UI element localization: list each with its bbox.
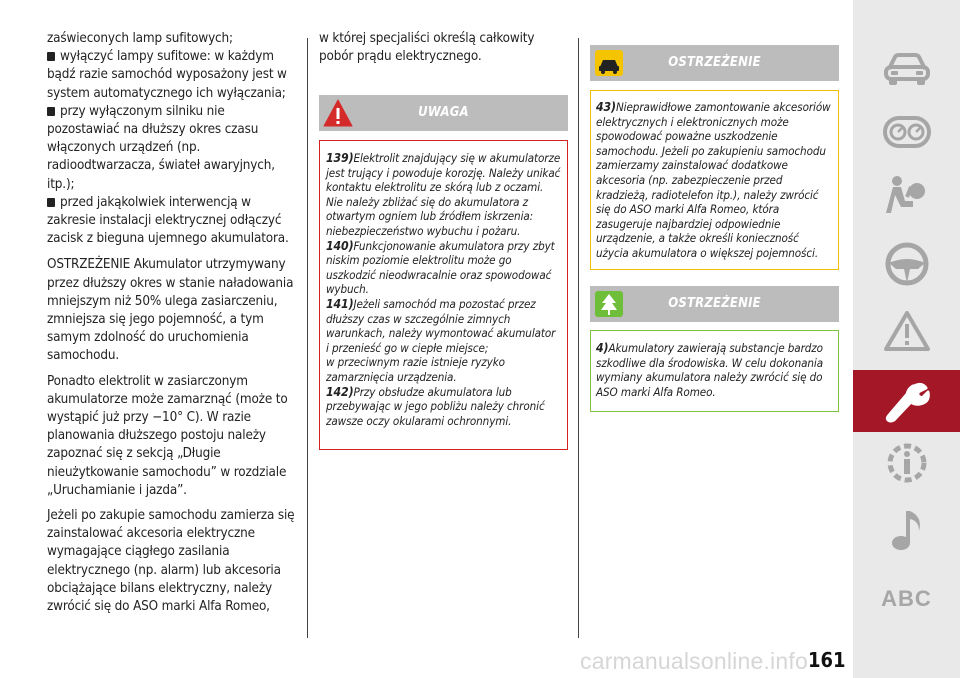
warning-item: 141)Jeżeli samochód ma pozostać przez dłuższy czas w szczególnie zimnych warunkach, należy wymontować akumulator i przenieść go w ciepłe miejsce; xyxy=(326,296,556,355)
uwaga-content xyxy=(320,141,567,428)
sidebar-item-warning[interactable] xyxy=(853,304,960,358)
ostrzezenie-header xyxy=(590,286,839,322)
text-line: zaświeconych lamp sufitowych; xyxy=(47,31,233,46)
warning-number: 43) xyxy=(596,100,616,114)
bullet-item xyxy=(47,194,297,249)
ostrzezenie-content xyxy=(591,331,838,399)
warning-text: Nieprawidłowe zamontowanie akcesoriów elektrycznych i elektronicznych może spowodować poważne uszkodzenie samochodu. Jeżeli po zakupieniu samochodu zamierzamy zainstalować dodatkowe akcesoria (np. zabezpieczenie przed kradzieżą, radiotelefon itp.), należy zwrócić się do ASO marki Alfa Romeo, która zasugeruje najbardziej odpowiednie urządzenie, a także określi konieczność użycia akumulatora o większej pojemności. xyxy=(596,100,831,260)
car-icon xyxy=(883,49,931,89)
sidebar-item-steering[interactable] xyxy=(853,237,960,291)
paragraph: OSTRZEŻENIE Akumulator utrzymywany przez dłuższy okres w stanie naładowania mniejszym niż 50% ulega zasiarczeniu, zmniejsza się jego pojemność, a tym samym zdolność do uruchomienia samochodu. xyxy=(47,257,294,364)
ostrzezenie-content xyxy=(591,91,838,261)
sidebar-item-airbag[interactable] xyxy=(853,170,960,224)
uwaga-box xyxy=(319,140,568,450)
info-icon xyxy=(884,440,930,486)
uwaga-header xyxy=(319,95,568,131)
sidebar-item-dashboard[interactable] xyxy=(853,105,960,159)
wrench-icon xyxy=(884,378,930,424)
sidebar-item-index[interactable] xyxy=(853,572,960,626)
checkbox-bullet-icon xyxy=(47,52,55,61)
column-1 xyxy=(47,30,297,623)
column-divider xyxy=(307,38,308,638)
uwaga-title: UWAGA xyxy=(418,105,469,120)
paragraph: Jeżeli po zakupie samochodu zamierza się zainstalować akcesoria elektryczne wymagające ciągłego zasilania elektrycznego (np. alarm) lub akcesoria obciążające bilans elektryczny, należy zwrócić się do ASO marki Alfa Romeo, xyxy=(47,508,295,615)
dashboard-icon xyxy=(883,114,931,150)
sidebar-item-multimedia[interactable] xyxy=(853,503,960,557)
column-divider xyxy=(578,38,579,638)
ostrzezenie-header xyxy=(590,45,839,81)
ostrzezenie-box xyxy=(590,90,839,270)
checkbox-bullet-icon xyxy=(47,107,55,116)
sidebar-item-car[interactable] xyxy=(853,42,960,96)
watermark: carmanualsonline.info xyxy=(580,648,808,674)
ostrzezenie-box xyxy=(590,330,839,412)
warning-item: 142)Przy obsłudze akumulatora lub przebywając w jego pobliżu należy chronić zawsze oczy okularami ochronnymi. xyxy=(326,384,545,428)
warning-item: 139)Elektrolit znajdujący się w akumulatorze jest trujący i powoduje korozję. Należy unikać kontaktu elektrolitu ze skórą lub z oczami. Nie należy zbliżać się do akumulatora z otwartym ogniem lub źródłem iskrzenia: niebezpieczeństwo wybuchu i pożaru. xyxy=(326,151,561,238)
warning-number: 4) xyxy=(596,341,609,355)
airbag-icon xyxy=(883,173,931,221)
sidebar-item-info[interactable] xyxy=(853,436,960,490)
bullet-item xyxy=(47,48,297,103)
checkbox-bullet-icon xyxy=(47,198,55,207)
sidebar-item-service[interactable] xyxy=(853,370,960,432)
bullet-item xyxy=(47,103,297,194)
warning-item: 140)Funkcjonowanie akumulatora przy zbyt niskim poziomie elektrolitu może go uszkodzić nieodwracalnie oraz spowodować wybuch. xyxy=(326,238,555,297)
ostrzezenie-title: OSTRZEŻENIE xyxy=(668,296,761,311)
warning-text: Akumulatory zawierają substancje bardzo szkodliwe dla środowiska. W celu dokonania wymiany akumulatora należy zwrócić się do ASO marki Alfa Romeo. xyxy=(596,341,823,399)
abc-icon: ABC xyxy=(881,586,932,611)
steering-wheel-icon xyxy=(884,241,930,287)
warning-triangle-icon xyxy=(883,309,931,353)
bullet-text: przed jakąkolwiek interwencją w zakresie instalacji elektrycznej odłączyć zacisk z bieguna ujemnego akumulatora. xyxy=(47,194,289,247)
paragraph: Ponadto elektrolit w zasiarczonym akumulatorze może zamarznąć (może to wystąpić już przy −10° C). W razie planowania dłuższego postoju należy zapoznać się z sekcją „Długie nieużytkowanie samochodu” w rozdziale „Uruchamianie i jazda”. xyxy=(47,373,288,498)
sidebar-nav xyxy=(853,0,960,678)
column-2 xyxy=(319,30,569,66)
paragraph: w której specjaliści określą całkowity pobór prądu elektrycznego. xyxy=(319,31,535,65)
bullet-text: wyłączyć lampy sufitowe: w każdym bądź razie samochód wyposażony jest w system automatycznego ich wyłączania; xyxy=(47,49,287,101)
page-number: 161 xyxy=(808,648,846,672)
warning-item: w przeciwnym razie istnieje ryzyko zamarznięcia urządzenia. xyxy=(326,355,505,384)
ostrzezenie-title: OSTRZEŻENIE xyxy=(668,55,761,70)
bullet-text: przy wyłączonym silniku nie pozostawiać na dłuższy okres czasu włączonych urządzeń (np. radioodtwarzacza, świateł awaryjnych, itp.); xyxy=(47,103,275,192)
music-note-icon xyxy=(887,507,927,553)
